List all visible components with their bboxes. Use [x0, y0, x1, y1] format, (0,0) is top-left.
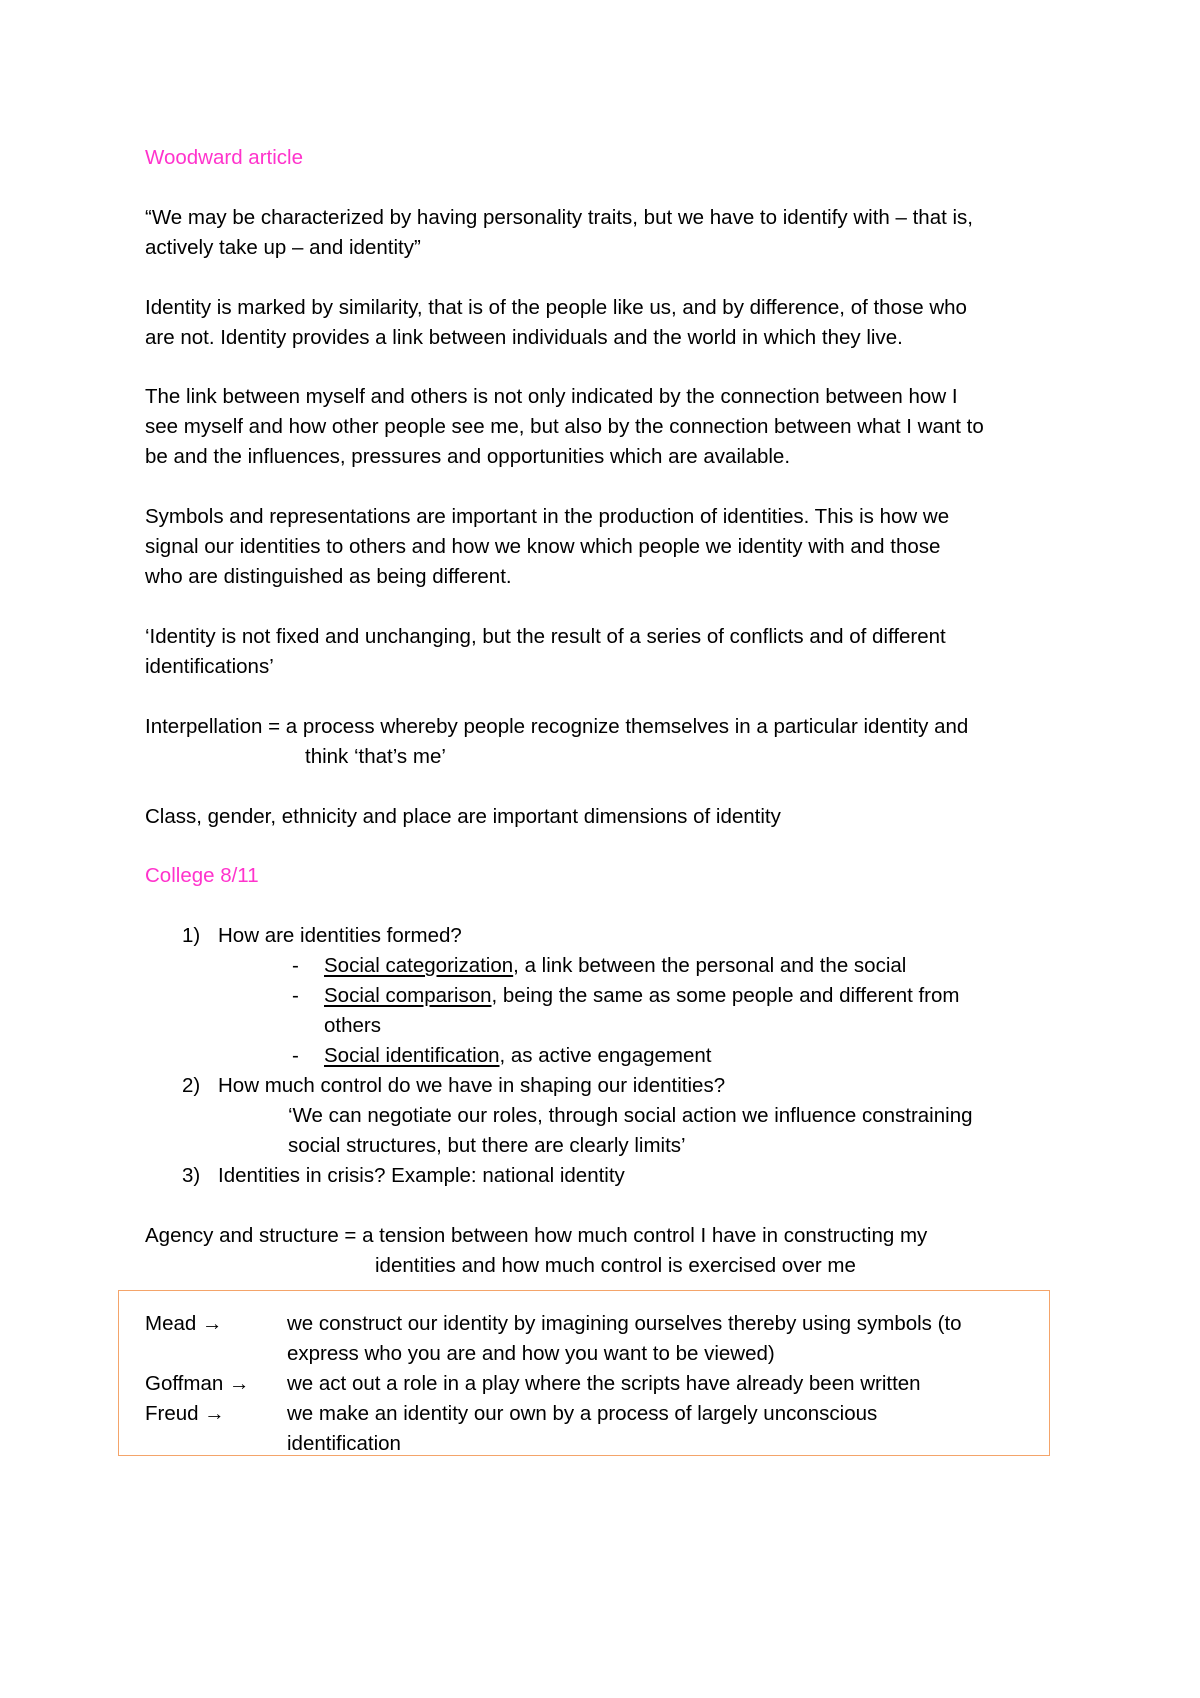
bullet-rest: , being the same as some people and different from — [491, 984, 960, 1007]
paragraph-line: who are distinguished as being different. — [145, 565, 512, 588]
theorist-description: express who you are and how you want to be viewed) — [287, 1342, 775, 1365]
paragraph-line: Class, gender, ethnicity and place are important dimensions of identity — [145, 805, 781, 828]
paragraph-line: Symbols and representations are important in the production of identities. This is how we — [145, 505, 950, 528]
paragraph-line: be and the influences, pressures and opportunities which are available. — [145, 445, 791, 468]
paragraph-line: are not. Identity provides a link between individuals and the world in which they live. — [145, 326, 903, 349]
underlined-term: Social comparison — [324, 984, 492, 1007]
arrow-icon: → — [228, 1372, 250, 1395]
section-heading-college: College 8/11 — [145, 864, 259, 887]
theorist-description: identification — [287, 1432, 401, 1455]
theorist-name — [145, 1309, 222, 1339]
bullet-dash: - — [292, 984, 299, 1007]
paragraph-line: Identity is marked by similarity, that is of the people like us, and by difference, of those who — [145, 296, 967, 319]
bullet-dash: - — [292, 954, 299, 977]
underlined-term: Social categorization — [324, 954, 514, 977]
paragraph-line: identifications’ — [145, 655, 274, 678]
paragraph-line: signal our identities to others and how we know which people we identity with and those — [145, 535, 941, 558]
bullet-line — [324, 1041, 711, 1071]
definition-line: identities and how much control is exercised over me — [375, 1254, 856, 1277]
theorist-label: Freud — [145, 1402, 199, 1425]
bullet-line — [324, 951, 906, 981]
list-number: 3) — [182, 1164, 201, 1187]
definition-line: Interpellation = a process whereby people recognize themselves in a particular identity and — [145, 715, 969, 738]
section-heading-woodward: Woodward article — [145, 146, 303, 169]
theorist-description: we construct our identity by imagining ourselves thereby using symbols (to — [287, 1312, 962, 1335]
list-item-text: How are identities formed? — [218, 924, 462, 947]
quote-line: “We may be characterized by having personality traits, but we have to identify with – that is, — [145, 206, 973, 229]
quote-line: ‘We can negotiate our roles, through social action we influence constraining — [288, 1104, 973, 1127]
bullet-dash: - — [292, 1044, 299, 1067]
theorist-label: Goffman — [145, 1372, 224, 1395]
bullet-rest: , as active engagement — [499, 1044, 712, 1067]
bullet-rest: , a link between the personal and the social — [513, 954, 907, 977]
theorist-description: we act out a role in a play where the scripts have already been written — [287, 1372, 921, 1395]
arrow-icon: → — [204, 1402, 225, 1425]
theorist-name — [145, 1399, 225, 1429]
list-item-text: How much control do we have in shaping our identities? — [218, 1074, 726, 1097]
bullet-continuation: others — [324, 1014, 381, 1037]
paragraph-line: The link between myself and others is not only indicated by the connection between how I — [145, 385, 958, 408]
quote-line: actively take up – and identity” — [145, 236, 421, 259]
list-number: 1) — [182, 924, 201, 947]
bullet-line — [324, 981, 960, 1011]
list-number: 2) — [182, 1074, 201, 1097]
paragraph-line: see myself and how other people see me, but also by the connection between what I want to — [145, 415, 984, 438]
theorists-box — [118, 1290, 1050, 1456]
quote-line: social structures, but there are clearly limits’ — [288, 1134, 686, 1157]
list-item-text: Identities in crisis? Example: national identity — [218, 1164, 625, 1187]
paragraph-line: ‘Identity is not fixed and unchanging, but the result of a series of conflicts and of different — [145, 625, 946, 648]
arrow-icon: → — [201, 1312, 223, 1335]
theorist-description: we make an identity our own by a process of largely unconscious — [287, 1402, 878, 1425]
underlined-term: Social identification — [324, 1044, 500, 1067]
theorist-name — [145, 1369, 249, 1399]
definition-line: think ‘that’s me’ — [305, 745, 446, 768]
theorist-label: Mead — [145, 1312, 197, 1335]
definition-line: Agency and structure = a tension between how much control I have in constructing my — [145, 1224, 928, 1247]
